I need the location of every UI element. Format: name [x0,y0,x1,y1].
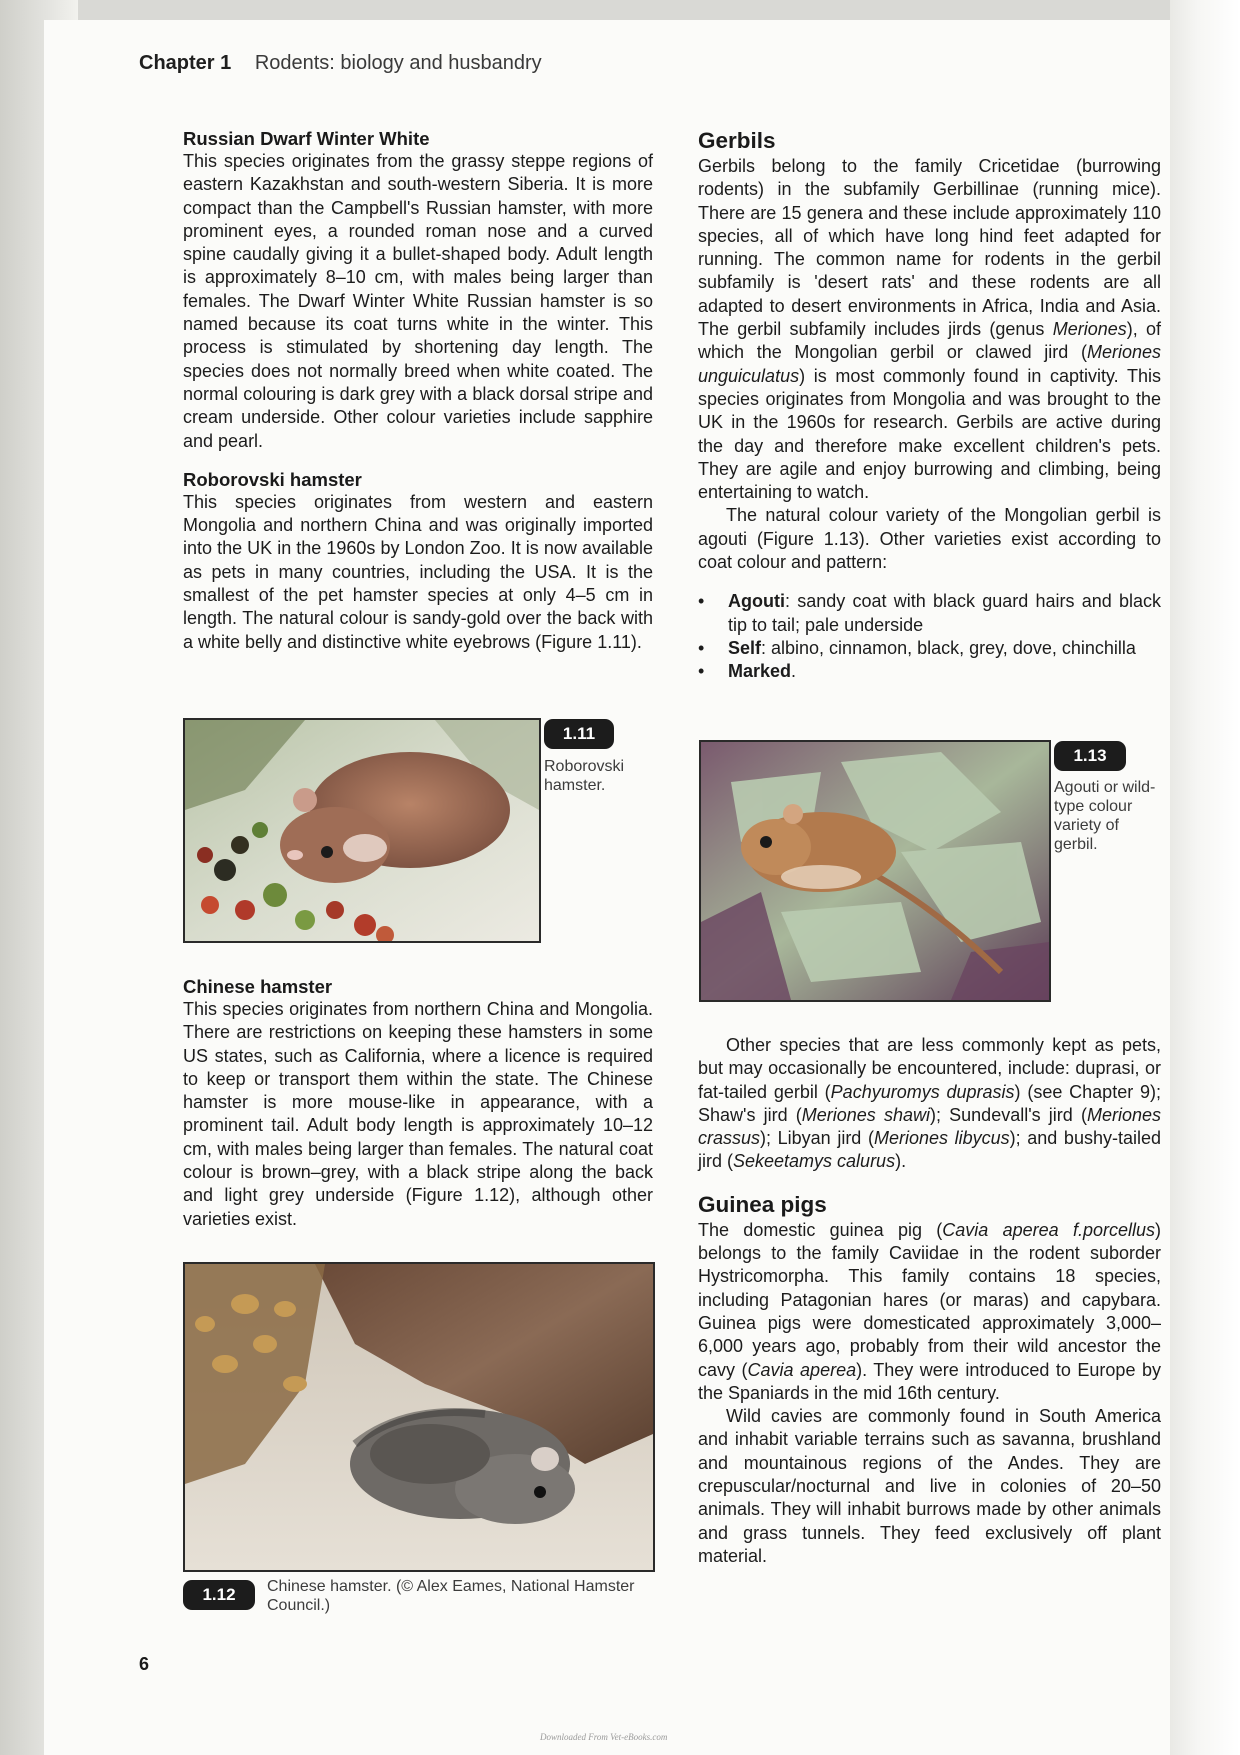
chapter-title: Rodents: biology and husbandry [254,52,542,74]
list-item-text: . [791,661,797,682]
gerbils-heading: Gerbils [698,128,776,153]
species-cavia-porcellus: Cavia aperea f.porcellus [942,1219,1155,1240]
guinea-pigs-paragraph-2: Wild cavies are commonly found in South America and inhabit variable terrains such as savanna, brushland and mountainous regions of the Andes. They are crepuscular/nocturnal and live in colonies of 20–50 animals. They will inhabit burrows made by other animals and grass tunnels. They feed exclusively off plant material. [698,1406,1161,1566]
gerbil-varieties-list [698,590,1161,683]
gerbils-paragraph-1 [698,155,1161,504]
list-item-term: Agouti [728,591,785,612]
other-text-1: Other species that are less commonly kept as pets, but may occasionally be encountered, include: duprasi, or fat-tailed gerbil ( [698,1035,1161,1102]
guinea-text-3: ). They were introduced to Europe by the Spaniards in the mid 16th century. [698,1359,1161,1403]
right-column-bottom [698,1034,1161,1568]
other-text-4: ); Libyan jird ( [760,1128,874,1149]
species-name: Meriones crassus [698,1104,1161,1149]
figure-1-12-caption: Chinese hamster. (© Alex Eames, National Hamster Council.) [267,1578,635,1614]
roborovski-heading: Roborovski hamster [183,468,362,490]
species-cavia-aperea: Cavia aperea [747,1359,857,1380]
species-name: Pachyuromys duprasis [830,1081,1015,1102]
list-item-term: Self [728,637,762,658]
species-name: Sekeetamys calurus [733,1151,896,1172]
list-item [698,590,1161,637]
chinese-paragraph: This species originates from northern China and Mongolia. There are restrictions on keeping these hamsters in some US states, such as California, where a licence is required to keep or transport them within the state. The Chinese hamster is more mouse-like in appearance, with a prominent tail. Adult body length is approximately 10–12 cm, with males being larger than females. The natural coat colour is brown–grey, with a black stripe along the back and light grey underside (Figure 1.12), although other varieties exist. [183,999,653,1229]
figure-1-13-photo [699,740,1051,1002]
figure-1-13-caption: Agouti or wild-type colour variety of gerbil. [1054,779,1156,853]
right-column-top [698,127,1161,684]
figure-1-11-caption: Roborovski hamster. [544,758,625,794]
guinea-pigs-paragraph-1 [698,1219,1161,1405]
other-text-3: ); Sundevall's jird ( [930,1104,1087,1125]
other-text-5: ); and bushy-tailed jird ( [698,1128,1161,1172]
other-species-paragraph [698,1034,1161,1174]
left-column-bottom [183,975,653,1231]
list-item-text: : albino, cinnamon, black, grey, dove, chinchilla [761,637,1136,658]
gerbils-text-1: Gerbils belong to the family Cricetidae (burrowing rodents) in the subfamily Gerbillinae (running mice). There are 15 genera and these include approximately 110 species, all of which have long hind feet adapted for running. The common name for rodents in the gerbil subfamily is 'desert rats' and these rodents are all adapted to desert environments in Africa, India and Asia. The gerbil subfamily includes jirds (genus [698,156,1161,340]
genus-meriones: Meriones [1052,319,1127,340]
gerbils-paragraph-2: The natural colour variety of the Mongolian gerbil is agouti (Figure 1.13). Other varieties exist according to coat colour and pattern: [698,505,1161,573]
figure-1-13-badge: 1.13 [1054,741,1126,771]
gerbils-text-3: ) is most commonly found in captivity. This species originates from Mongolia and was brought to the UK in the 1960s for research. Gerbils are active during the day and therefore make excellent children's pets. They are agile and enjoy burrowing and climbing, being entertaining to watch. [698,365,1161,503]
roborovski-paragraph: This species originates from western and eastern Mongolia and northern China and was originally imported into the UK in the 1960s by London Zoo. It is now available as pets in many countries, including the USA. It is the smallest of the pet hamster species at only 4–5 cm in length. The natural colour is sandy-gold over the back with a white belly and distinctive white eyebrows (Figure 1.11). [183,491,653,652]
other-text-6: ). [895,1151,907,1172]
page-number: 6 [139,1654,150,1674]
gerbils-text-2: ), of which the Mongolian gerbil or clawed jird ( [698,319,1161,363]
list-item-text: : sandy coat with black guard hairs and black tip to tail; pale underside [728,591,1161,635]
species-name: Meriones libycus [873,1128,1010,1149]
species-meriones-unguiculatus: Meriones unguiculatus [698,342,1161,386]
other-text-2: ) (see Chapter 9); Shaw's jird ( [698,1081,1162,1125]
figure-1-11-badge: 1.11 [544,719,614,749]
russian-heading: Russian Dwarf Winter White [183,128,430,149]
species-name: Meriones shawi [801,1104,930,1125]
guinea-text-2: ) belongs to the family Caviidae in the rodent suborder Hystricomorpha. This family contains 18 species, including Patagonian hares (or maras) and capybara. Guinea pigs were domesticated approximately 3,000–6,000 years ago, probably from their wild ancestor the cavy ( [698,1219,1161,1380]
guinea-pigs-heading: Guinea pigs [698,1191,827,1217]
chapter-label: Chapter 1 [139,52,232,74]
guinea-text-1: The domestic guinea pig ( [698,1219,943,1240]
running-header [139,52,542,75]
left-column-top [183,127,653,654]
list-item-term: Marked [728,661,792,682]
list-item [698,660,1161,683]
figure-1-12-badge: 1.12 [183,1580,255,1610]
russian-paragraph: This species originates from the grassy steppe regions of eastern Kazakhstan and south-western Siberia. It is more compact than the Campbell's Russian hamster, with more prominent eyes, a rounded roman nose and a curved spine caudally giving it a bullet-shaped body. Adult length is approximately 8–10 cm, with males being larger than females. The Dwarf Winter White Russian hamster is so named because its coat turns white in the winter. This process is stimulated by shortening day length. The species does not normally breed when white coated. The normal colouring is dark grey with a black dorsal stripe and cream underside. Other colour varieties include sapphire and pearl. [183,151,653,451]
figure-1-11-photo [183,718,541,943]
figure-1-12-photo [183,1262,655,1572]
chinese-heading: Chinese hamster [183,976,333,997]
page-edge [1170,0,1240,1755]
download-watermark: Downloaded From Vet-eBooks.com [540,1732,668,1742]
list-item [698,637,1161,660]
